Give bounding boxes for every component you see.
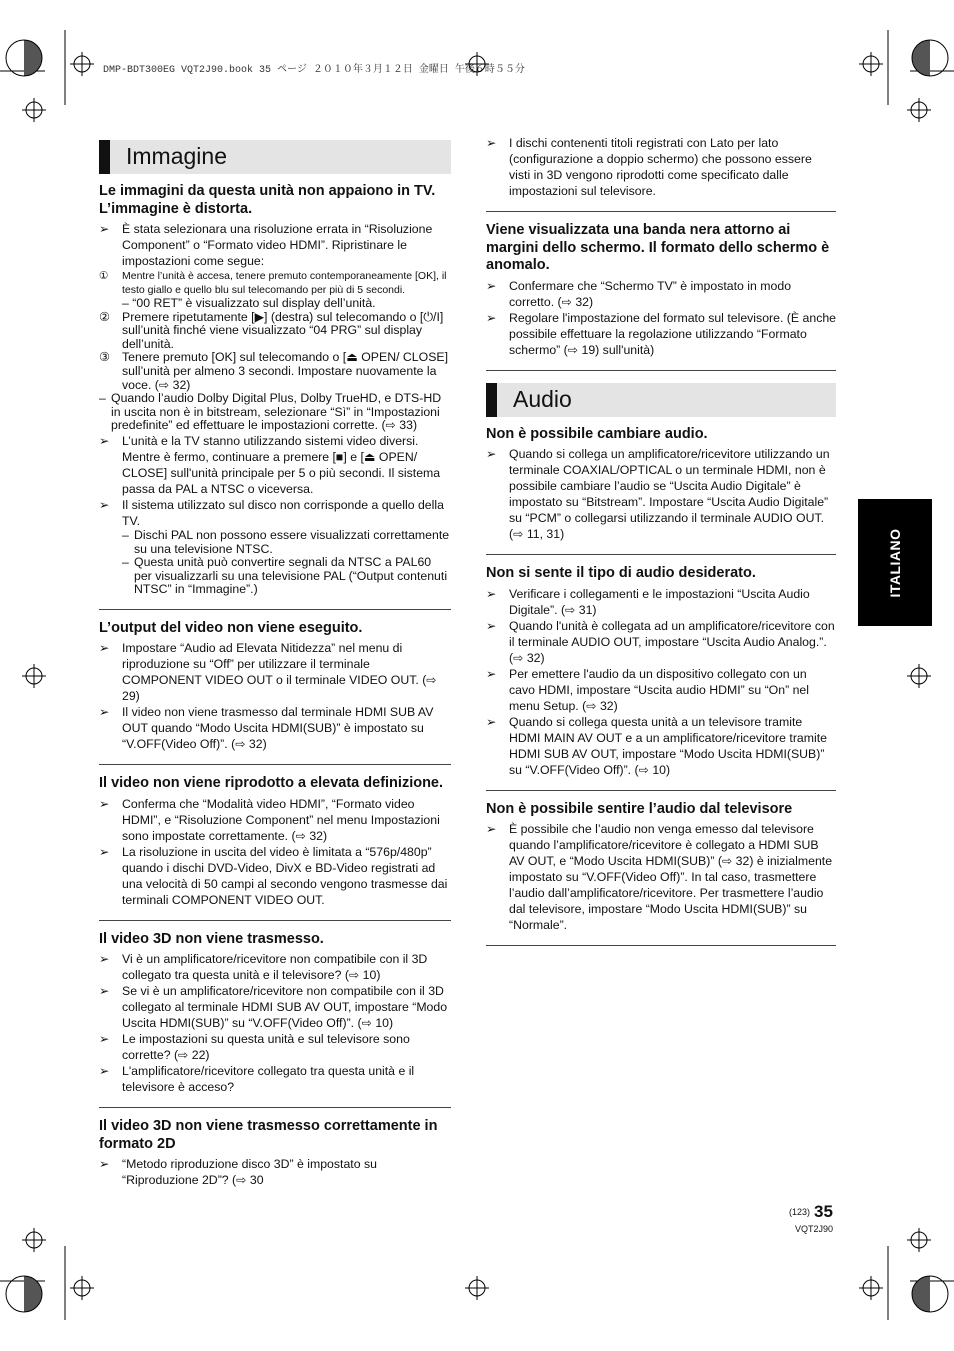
list-item: [99, 433, 451, 497]
arrow-bullet-icon: ➢: [99, 796, 110, 811]
list-item: [99, 269, 451, 297]
list-item: [99, 297, 451, 311]
bullet-marker: ③: [99, 350, 111, 365]
section-divider: [486, 554, 836, 555]
main-page-number: 35: [814, 1202, 833, 1221]
list-item: [99, 640, 451, 704]
banner-title: Audio: [513, 385, 572, 412]
arrow-bullet-icon: ➢: [486, 666, 497, 681]
section-banner-immagine: [99, 140, 451, 174]
list-item-text: I dischi contenenti titoli registrati con Lato per lato (configurazione a doppio schermo) che possono essere visti in 3D vengono riprodotti come specificato dalle impostazioni sul televisore.: [509, 136, 812, 198]
arrow-bullet-icon: ➢: [99, 1157, 110, 1172]
section-divider: [486, 211, 836, 212]
list-item: [99, 1063, 451, 1095]
section-title: L’output del video non viene eseguito.: [99, 619, 363, 636]
list-item-text: Dischi PAL non possono essere visualizzati correttamente su una televisione NTSC.: [134, 527, 450, 556]
list-item-text: “Metodo riproduzione disco 3D” è impostato su “Riproduzione 2D”? (⇨ 30: [122, 1157, 377, 1188]
list-item: [486, 135, 836, 199]
faq-section: [99, 183, 451, 597]
list-item: [99, 1156, 451, 1188]
section-title: Non è possibile cambiare audio.: [486, 425, 708, 442]
list-item: [486, 446, 836, 542]
list-item: [99, 1031, 451, 1063]
list-item-text: L'amplificatore/ricevitore collegato tra questa unità e il televisore è acceso?: [122, 1064, 415, 1095]
arrow-bullet-icon: ➢: [99, 1032, 110, 1047]
section-banner-audio: [486, 383, 836, 417]
list-item: [486, 821, 836, 933]
faq-section: [99, 775, 451, 908]
bullet-marker: ①: [99, 270, 109, 282]
arrow-bullet-icon: ➢: [99, 984, 110, 999]
right-column: [486, 135, 836, 956]
list-item: [99, 311, 451, 352]
list-item-text: Mentre l’unità è accesa, tenere premuto contemporaneamente [OK], il testo giallo e quello blu sul telecomando per più di 5 secondi.: [122, 270, 447, 296]
list-item-text: È stata selezionara una risoluzione errata in “Risoluzione Component” o “Formato video HDMI”. Ripristinare le impostazioni come segue:: [122, 222, 433, 268]
arrow-bullet-icon: ➢: [486, 618, 497, 633]
faq-section: [99, 931, 451, 1096]
list-item: [99, 392, 451, 433]
list-item-text: Il sistema utilizzato sul disco non corrisponde a quello della TV.: [122, 497, 444, 528]
section-title: Il video 3D non viene trasmesso.: [99, 930, 324, 947]
list-item: [99, 497, 451, 529]
list-item-text: La risoluzione in uscita del video è limitata a “576p/480p” quando i dischi DVD-Video, DivX e BD-Video registrati ad una velocità di 50 campi al secondo vengono trasmesse dai terminali COMPONENT VIDEO OUT.: [122, 844, 448, 907]
arrow-bullet-icon: ➢: [99, 433, 110, 448]
section-title: Le immagini da questa unità non appaiono in TV. L’immagine è distorta.: [99, 183, 436, 217]
section-title: Il video non viene riprodotto a elevata definizione.: [99, 775, 444, 792]
faq-section: [99, 1118, 451, 1188]
arrow-bullet-icon: ➢: [486, 447, 497, 461]
arrow-bullet-icon: ➢: [99, 952, 110, 967]
list-item: [486, 666, 836, 714]
list-item: [99, 796, 451, 844]
book-header-line: DMP-BDT300EG VQT2J90.book 35 ページ ２０１０年３月１２日 金曜日 午後６時５５分: [103, 65, 525, 76]
language-tab: [858, 499, 932, 626]
left-column: [99, 140, 451, 1188]
list-item: [486, 586, 836, 618]
list-item: [99, 221, 451, 269]
section-divider: [99, 920, 451, 921]
arrow-bullet-icon: ➢: [486, 586, 497, 601]
list-item-text: Impostare “Audio ad Elevata Nitidezza” nel menu di riproduzione su “Off” per utilizzare il terminale COMPONENT VIDEO OUT o il terminale VIDEO OUT. (⇨ 29): [122, 641, 437, 704]
list-item-text: Confermare che “Schermo TV” è impostato in modo corretto. (⇨ 32): [509, 278, 792, 309]
list-item-text: Quando si collega questa unità a un televisore tramite HDMI MAIN AV OUT e a un amplificatore/ricevitore tramite HDMI SUB AV OUT, impostare “Modo Uscita HDMI(SUB)” su “V.OFF(Video Off)”. (⇨ 10): [509, 714, 827, 777]
faq-section: [486, 426, 836, 543]
left-sections: [99, 183, 451, 1188]
list-item: [99, 951, 451, 983]
faq-section: [486, 801, 836, 934]
list-item: [486, 618, 836, 666]
list-item-text: Se vi è un amplificatore/ricevitore non compatibile con il 3D collegato al terminale HDMI SUB AV OUT, impostare “Modo Uscita HDMI(SUB)” su “V.OFF(Video Off)”. (⇨ 10): [122, 984, 448, 1031]
list-item: [99, 556, 451, 597]
list-item-text: È possibile che l’audio non venga emesso dal televisore quando l’amplificatore/ricevitore è collegato a HDMI SUB AV OUT, e “Modo Uscita HDMI(SUB)” (⇨ 32) è inizialmente impostato su “V.OFF(Video Off)”. In tal caso, trasmettere l’audio dall’amplificatore/ricevitore. Per trasmettere l’audio dal televisore, impostare “Modo Uscita HDMI(SUB)” su “Normale”.: [509, 822, 833, 932]
list-item-text: Questa unità può convertire segnali da NTSC a PAL60 per visualizzarli su una televisione PAL (“Output contenuti NTSC” in “Immagine”.): [134, 555, 448, 597]
list-item: [486, 714, 836, 778]
section-title: Non è possibile sentire l’audio dal televisore: [486, 800, 793, 817]
right-sections-b: [486, 426, 836, 947]
section-title: Non si sente il tipo di audio desiderato.: [486, 565, 756, 581]
arrow-bullet-icon: ➢: [99, 844, 110, 859]
right-intro: [486, 135, 836, 199]
arrow-bullet-icon: ➢: [99, 497, 110, 512]
arrow-bullet-icon: ➢: [486, 310, 497, 325]
right-sections-a: [486, 222, 836, 358]
page-number: [789, 1202, 833, 1222]
sub-page-number: (123): [789, 1207, 811, 1217]
list-item-text: L’unità e la TV stanno utilizzando sistemi video diversi. Mentre è fermo, continuare a premere [■] e [⏏ OPEN/ CLOSE] sull'unità principale per 5 o più secondi. Il sistema passa da PAL a NTSC o viceversa.: [122, 433, 441, 496]
bullet-marker: ②: [99, 309, 111, 324]
section-divider: [99, 764, 451, 765]
list-item: [99, 844, 451, 908]
list-item-text: Le impostazioni su questa unità e sul televisore sono corrette? (⇨ 22): [122, 1032, 410, 1063]
banner-title: Immagine: [126, 143, 227, 169]
list-item-text: Quando si collega un amplificatore/ricevitore utilizzando un terminale COAXIAL/OPTICAL o un terminale HDMI, non è possibile cambiare l’audio se “Uscita Audio Digitale” è impostato su “Bitstream”. Impostare “Uscita Audio Digitale” su “PCM” o collegarsi utilizzando il terminale AUDIO OUT. (⇨ 11, 31): [509, 447, 830, 541]
section-divider: [486, 945, 836, 946]
arrow-bullet-icon: ➢: [99, 641, 110, 656]
arrow-bullet-icon: ➢: [486, 714, 497, 729]
arrow-bullet-icon: ➢: [99, 705, 110, 720]
list-item-text: Tenere premuto [OK] sul telecomando o [⏏ OPEN/ CLOSE] sull’unità per almeno 3 secondi. Impostare nuovamente la voce. (⇨ 32): [122, 350, 449, 392]
list-item-text: Vi è un amplificatore/ricevitore non compatibile con il 3D collegato tra questa unità e il televisore? (⇨ 10): [122, 952, 428, 983]
list-item: [99, 983, 451, 1031]
list-item-text: – “00 RET” è visualizzato sul display dell’unità.: [122, 296, 376, 310]
arrow-bullet-icon: ➢: [486, 278, 497, 293]
section-title: Il video 3D non viene trasmesso correttamente in formato 2D: [99, 1118, 438, 1152]
list-item-text: Quando l'unità è collegata ad un amplificatore/ricevitore con il terminale AUDIO OUT, impostare “Uscita Audio Analog.”. (⇨ 32): [509, 618, 835, 665]
list-item: [99, 704, 451, 752]
arrow-bullet-icon: ➢: [486, 822, 497, 836]
faq-section: [486, 565, 836, 778]
list-item: [99, 529, 451, 556]
bullet-marker: –: [122, 555, 129, 570]
section-divider: [99, 1107, 451, 1108]
list-item-text: Per emettere l'audio da un dispositivo collegato con un cavo HDMI, impostare “Uscita audio HDMI” su “On” nel menu Setup. (⇨ 32): [509, 666, 809, 713]
list-item-text: Il video non viene trasmesso dal terminale HDMI SUB AV OUT quando “Modo Uscita HDMI(SUB)” è impostato su “V.OFF(Video Off)”. (⇨ 32): [122, 705, 434, 752]
section-divider: [486, 790, 836, 791]
section-divider: [486, 370, 836, 371]
arrow-bullet-icon: ➢: [99, 1064, 110, 1079]
list-item-text: Conferma che “Modalità video HDMI”, “Formato video HDMI”, e “Risoluzione Component” nel menu Impostazioni sono impostate correttamente. (⇨ 32): [122, 796, 440, 843]
faq-section: [486, 222, 836, 358]
arrow-bullet-icon: ➢: [486, 136, 497, 150]
list-item: [99, 351, 451, 392]
list-item-text: Quando l’audio Dolby Digital Plus, Dolby TrueHD, e DTS-HD in uscita non è in bitstream, selezionare “Sì” in “Impostazioni predefinite” ed effettuare le impostazioni corrette. (⇨ 33): [111, 391, 442, 433]
list-item: [486, 310, 836, 358]
bullet-marker: –: [122, 527, 129, 542]
faq-section: [99, 620, 451, 753]
section-title: Viene visualizzata una banda nera attorno ai margini dello schermo. Il formato dello schermo è anomalo.: [486, 222, 830, 273]
list-item-text: Verificare i collegamenti e le impostazioni “Uscita Audio Digitale”. (⇨ 31): [509, 586, 810, 617]
list-item: [486, 278, 836, 310]
section-divider: [99, 609, 451, 610]
bullet-marker: –: [99, 391, 106, 406]
arrow-bullet-icon: ➢: [99, 222, 110, 236]
list-item-text: Regolare l'impostazione del formato sul televisore. (È anche possibile effettuare la regolazione utilizzando “Formato schermo” (⇨ 19) sull'unità): [509, 310, 837, 357]
doc-code: VQT2J90: [795, 1224, 834, 1234]
list-item-text: Premere ripetutamente [▶] (destra) sul telecomando o [⏻/I] sull’unità finché viene visualizzato “04 PRG” sul display dell’unità.: [122, 309, 444, 351]
language-tab-label: ITALIANO: [887, 527, 903, 598]
